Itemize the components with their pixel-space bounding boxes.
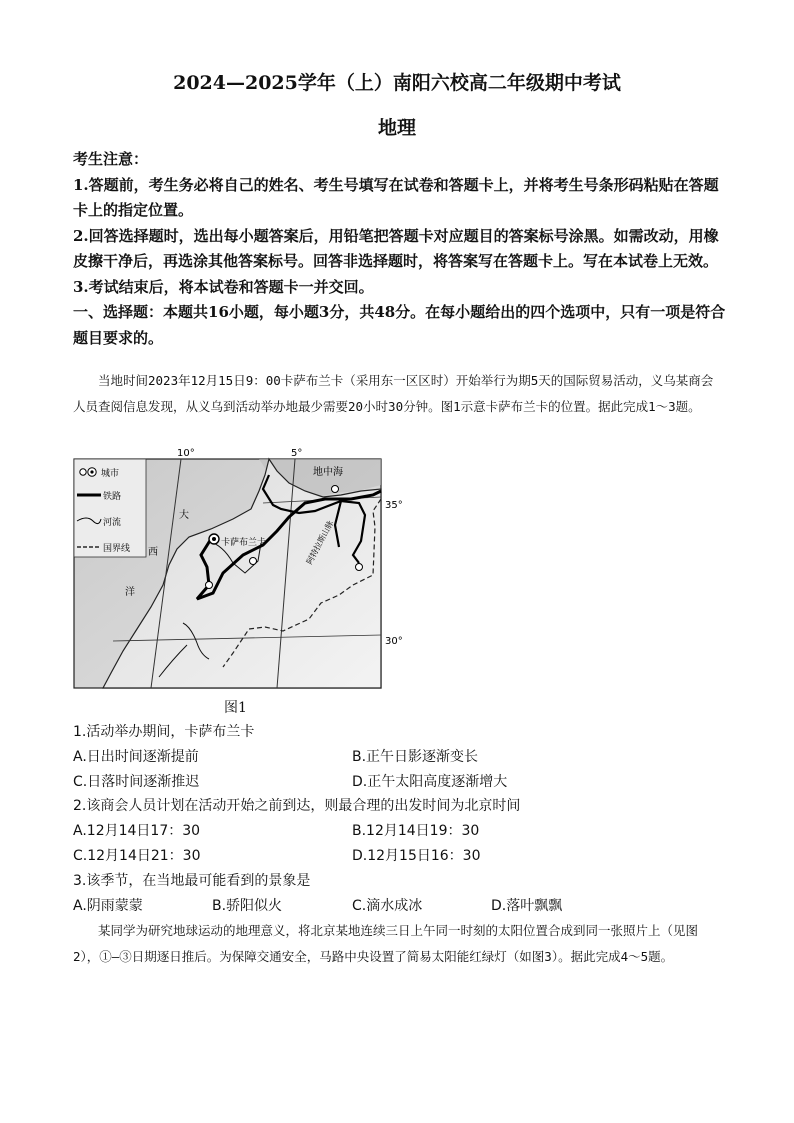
exam-notice: [73, 147, 733, 351]
city-marker: [206, 582, 213, 589]
questions-block: [73, 720, 733, 918]
q2-option-a[interactable]: A.12月14日17：30: [73, 823, 201, 840]
mountain-label: 阿特拉斯山脉: [304, 519, 336, 566]
q1-option-a[interactable]: A.日出时间逐渐提前: [73, 748, 199, 765]
question-2-options-row-1: [73, 819, 733, 844]
lon-10-label: 10°: [177, 448, 195, 459]
q1-option-c[interactable]: C.日落时间逐渐推迟: [73, 773, 200, 790]
legend-river-label: 河流: [103, 518, 122, 528]
notice-heading: 考生注意：: [73, 150, 149, 168]
map-svg: [73, 445, 403, 690]
lat-35-label: 35°: [385, 500, 403, 511]
ocean-label-1: 大: [179, 510, 189, 521]
ocean-label-2: 西: [148, 547, 158, 558]
notice-item-1: 1.答题前，考生务必将自己的姓名、考生号填写在试卷和答题卡上，并将考生号条形码粘贴在答题卡上的指定位置。: [73, 175, 719, 219]
section-heading: 一、选择题：本题共16小题，每小题3分，共48分。在每小题给出的四个选项中，只有一项是符合题目要求的。: [73, 303, 726, 347]
q3-option-b[interactable]: B.骄阳似火: [212, 897, 283, 914]
q1-option-b[interactable]: B.正午日影逐渐变长: [352, 748, 479, 765]
legend-city-label: 城市: [101, 469, 120, 479]
question-3-stem: 3.该季节，在当地最可能看到的景象是: [73, 872, 311, 889]
figure-1-caption: 图1: [224, 700, 247, 716]
q2-option-c[interactable]: C.12月14日21：30: [73, 847, 201, 864]
question-1-options-row-2: [73, 770, 733, 795]
ocean-label-3: 洋: [125, 587, 135, 598]
notice-item-3: 3.考试结束后，将本试卷和答题卡一并交回。: [73, 277, 374, 296]
q2-option-b[interactable]: B.12月14日19：30: [352, 823, 480, 840]
legend-railway-label: 铁路: [103, 492, 122, 502]
passage-1: 当地时间2023年12月15日9：00卡萨布兰卡（采用东一区区时）开始举行为期5天的国际贸易活动，义乌某商会人员查阅信息发现，从义乌到活动举办地最少需要20小时30分钟。图1示意卡萨布兰卡的位置。据此完成1～3题。: [73, 373, 714, 414]
city-marker: [356, 564, 363, 571]
map-figure-1: [73, 445, 403, 690]
question-3-options-row: [73, 894, 733, 919]
q1-option-d[interactable]: D.正午太阳高度逐渐增大: [352, 773, 508, 790]
sea-label: 地中海: [313, 467, 343, 478]
city-marker: [332, 486, 339, 493]
lon-5-label: 5°: [291, 448, 303, 459]
notice-item-2: 2.回答选择题时，选出每小题答案后，用铅笔把答题卡对应题目的答案标号涂黑。如需改动，用橡皮擦干净后，再选涂其他答案标号。回答非选择题时，将答案写在答题卡上。写在本试卷上无效。: [73, 226, 719, 270]
passage-2: 某同学为研究地球运动的地理意义，将北京某地连续三日上午同一时刻的太阳位置合成到同一张照片上（见图2），①—③日期逐日推后。为保障交通安全，马路中央设置了简易太阳能红绿灯（如图3）。据此完成4～5题。: [73, 923, 699, 964]
q3-option-c[interactable]: C.滴水成冰: [352, 897, 423, 914]
exam-subject: 地理: [377, 117, 416, 139]
legend-border-label: 国界线: [103, 544, 131, 554]
question-2-options-row-2: [73, 844, 733, 869]
q2-option-d[interactable]: D.12月15日16：30: [352, 847, 481, 864]
exam-title: 2024—2025学年（上）南阳六校高二年级期中考试: [173, 72, 621, 94]
lat-30-label: 30°: [385, 636, 403, 647]
question-1-options-row-1: [73, 745, 733, 770]
question-1-stem: 1.活动举办期间，卡萨布兰卡: [73, 724, 255, 740]
casablanca-dot: [212, 537, 216, 541]
q3-option-a[interactable]: A.阴雨蒙蒙: [73, 897, 143, 914]
city-marker: [250, 558, 257, 565]
legend-capital-dot: [90, 470, 93, 473]
casablanca-label: 卡萨布兰卡: [221, 538, 267, 548]
legend-city-icon: [80, 469, 86, 475]
q3-option-d[interactable]: D.落叶飘飘: [491, 897, 563, 914]
question-2-stem: 2.该商会人员计划在活动开始之前到达，则最合理的出发时间为北京时间: [73, 798, 521, 815]
